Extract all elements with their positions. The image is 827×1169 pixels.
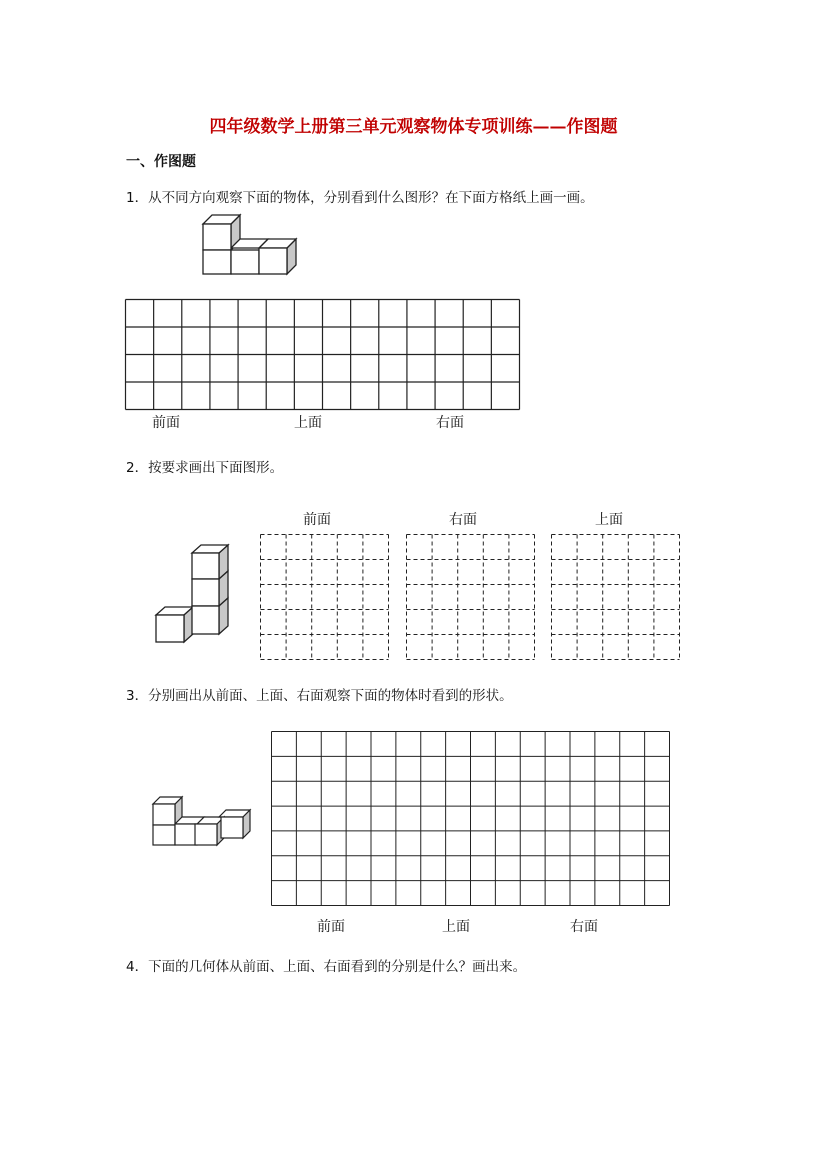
- q2-label-front: 前面: [303, 512, 331, 528]
- question-3-text: 3．分别画出从前面、上面、右面观察下面的物体时看到的形状。: [126, 688, 513, 704]
- q1-label-top: 上面: [294, 415, 322, 431]
- q2-label-right: 右面: [449, 512, 477, 528]
- question-1-text: 1．从不同方向观察下面的物体，分别看到什么图形？在下面方格纸上画一画。: [126, 190, 594, 206]
- q3-label-top: 上面: [442, 919, 470, 935]
- q1-label-right: 右面: [436, 415, 464, 431]
- question-4-text: 4．下面的几何体从前面、上面、右面看到的分别是什么？画出来。: [126, 959, 527, 975]
- q3-label-front: 前面: [317, 919, 345, 935]
- section-heading: 一、作图题: [126, 154, 196, 170]
- q3-label-right: 右面: [570, 919, 598, 935]
- q2-label-top: 上面: [595, 512, 623, 528]
- q1-label-front: 前面: [152, 415, 180, 431]
- q3-grid-paper: [271, 731, 670, 906]
- document-title: 四年级数学上册第三单元观察物体专项训练——作图题: [209, 117, 618, 137]
- question-2-text: 2．按要求画出下面图形。: [126, 460, 284, 476]
